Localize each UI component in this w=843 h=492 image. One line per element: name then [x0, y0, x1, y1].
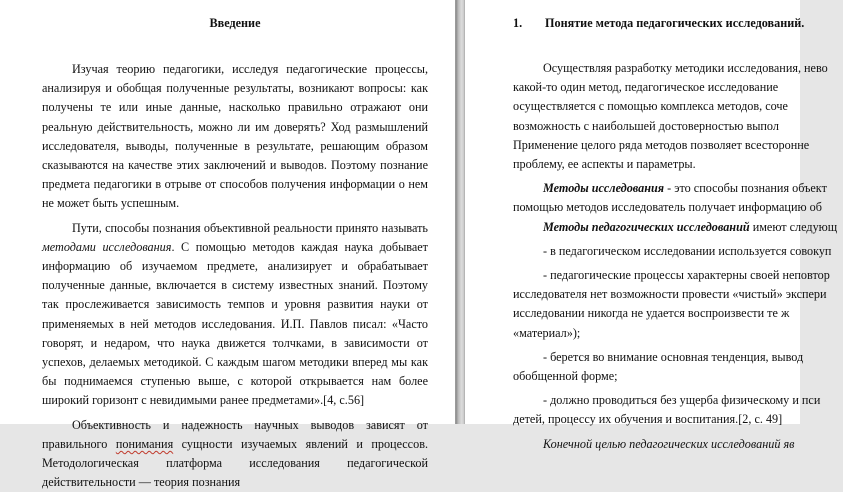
paragraph-methods-start: Пути, способы познания объективной реальности принято называть	[72, 220, 428, 235]
text-line: исследовании никогда не удается воспроизвести те ж	[513, 306, 790, 321]
paragraph-objectivity	[42, 416, 428, 492]
text-line: Осуществляя разработку методики исследования, нево	[543, 61, 828, 75]
definition-text: - это способы познания объект	[664, 181, 827, 196]
term-pedagogical-methods: Методы педагогических исследований	[543, 219, 750, 234]
paragraph-intro	[42, 60, 428, 214]
list-item: - педагогические процессы характерны своей неповтор	[543, 268, 830, 283]
text-line: исследователя нет возможности провести «чистый» экспери	[513, 287, 827, 302]
section-number: 1.	[513, 16, 523, 30]
page-title: Введение	[209, 16, 261, 30]
text-line-definition	[513, 179, 843, 198]
text-line	[513, 435, 843, 454]
text-line: Применение целого ряда методов позволяет всесторонне	[513, 137, 810, 152]
text-line: проблему, ее аспекты и параметры.	[513, 157, 696, 172]
spellcheck-word[interactable]: понимания	[115, 436, 174, 451]
text-line: помощью методов исследователь получает информацию об	[513, 200, 822, 215]
term-research-methods: методами исследования	[42, 239, 172, 254]
closing-text: Конечной целью педагогических исследований яв	[543, 436, 795, 451]
paragraph-methods	[42, 219, 428, 411]
text-line: детей, процессу их обучения и воспитания.[2, с. 49]	[513, 412, 783, 427]
page-content-right	[513, 16, 843, 454]
list-item: - в педагогическом исследовании используется совокуп	[543, 243, 832, 258]
paragraph-objectivity-rest: сущности изучаемых явлений и процессов. Методологическая платформа исследования педагогической действительности — теория познания	[42, 436, 428, 490]
text-line: возможность с наибольшей достоверностью выпол	[513, 118, 779, 133]
paragraph-intro-text: Изучая теорию педагогики, исследуя педагогические процессы, анализируя и обобщая полученные результаты, возникают вопросы: как получены те или иные данные, насколько правильно отражают они реальную действительность, можно ли им доверять? Ход размышлений исследователя, выводы, полученные в результате, решающим образом сказываются на качестве этих заключений и выводов. Поэтому познание предмета педагогики в отрыве от способов получения информации о нем не может быть успешным.	[42, 62, 428, 211]
text-line: обобщенной форме;	[513, 369, 618, 384]
text-line: осуществляется с помощью комплекса методов, соче	[513, 99, 788, 114]
term-research-methods: Методы исследования	[543, 181, 665, 196]
section-heading	[513, 16, 843, 30]
features-text: имеют следующ	[749, 219, 838, 234]
text-line: «материал»);	[513, 325, 581, 340]
text-line: какой-то один метод, педагогическое исследование	[513, 80, 779, 95]
text-line-features	[513, 218, 843, 237]
page-gutter	[456, 0, 464, 424]
page-content-left	[42, 16, 428, 492]
list-item: - должно проводиться без ущерба физическому и пси	[543, 393, 821, 408]
paragraph-methods-rest: . С помощью методов каждая наука добывает информацию об изучаемом предмете, анализирует и обрабатывает полученные данные, включается в систему известных знаний. Поэтому так прослеживается зависимость темпов и уровня развития науки от применяемых в ней методов исследования. И.П. Павлов писал: «Часто говорят, и недаром, что наука движется толчками, в зависимости от успехов, делаемых методикой. С каждым шагом методики вперед мы как бы поднимаемся ступенью выше, с которой открывается нам более широкий горизонт с невидимыми ранее предметами».[4, с.56]	[42, 239, 428, 408]
paragraph-objectivity-start: Объективность и надежность научных выводов зависят от правильного	[42, 417, 428, 451]
document-page-right[interactable]	[464, 0, 838, 451]
section-heading-text: Понятие метода педагогических исследований.	[545, 16, 805, 30]
list-item: - берется во внимание основная тенденция, вывод	[543, 349, 804, 364]
